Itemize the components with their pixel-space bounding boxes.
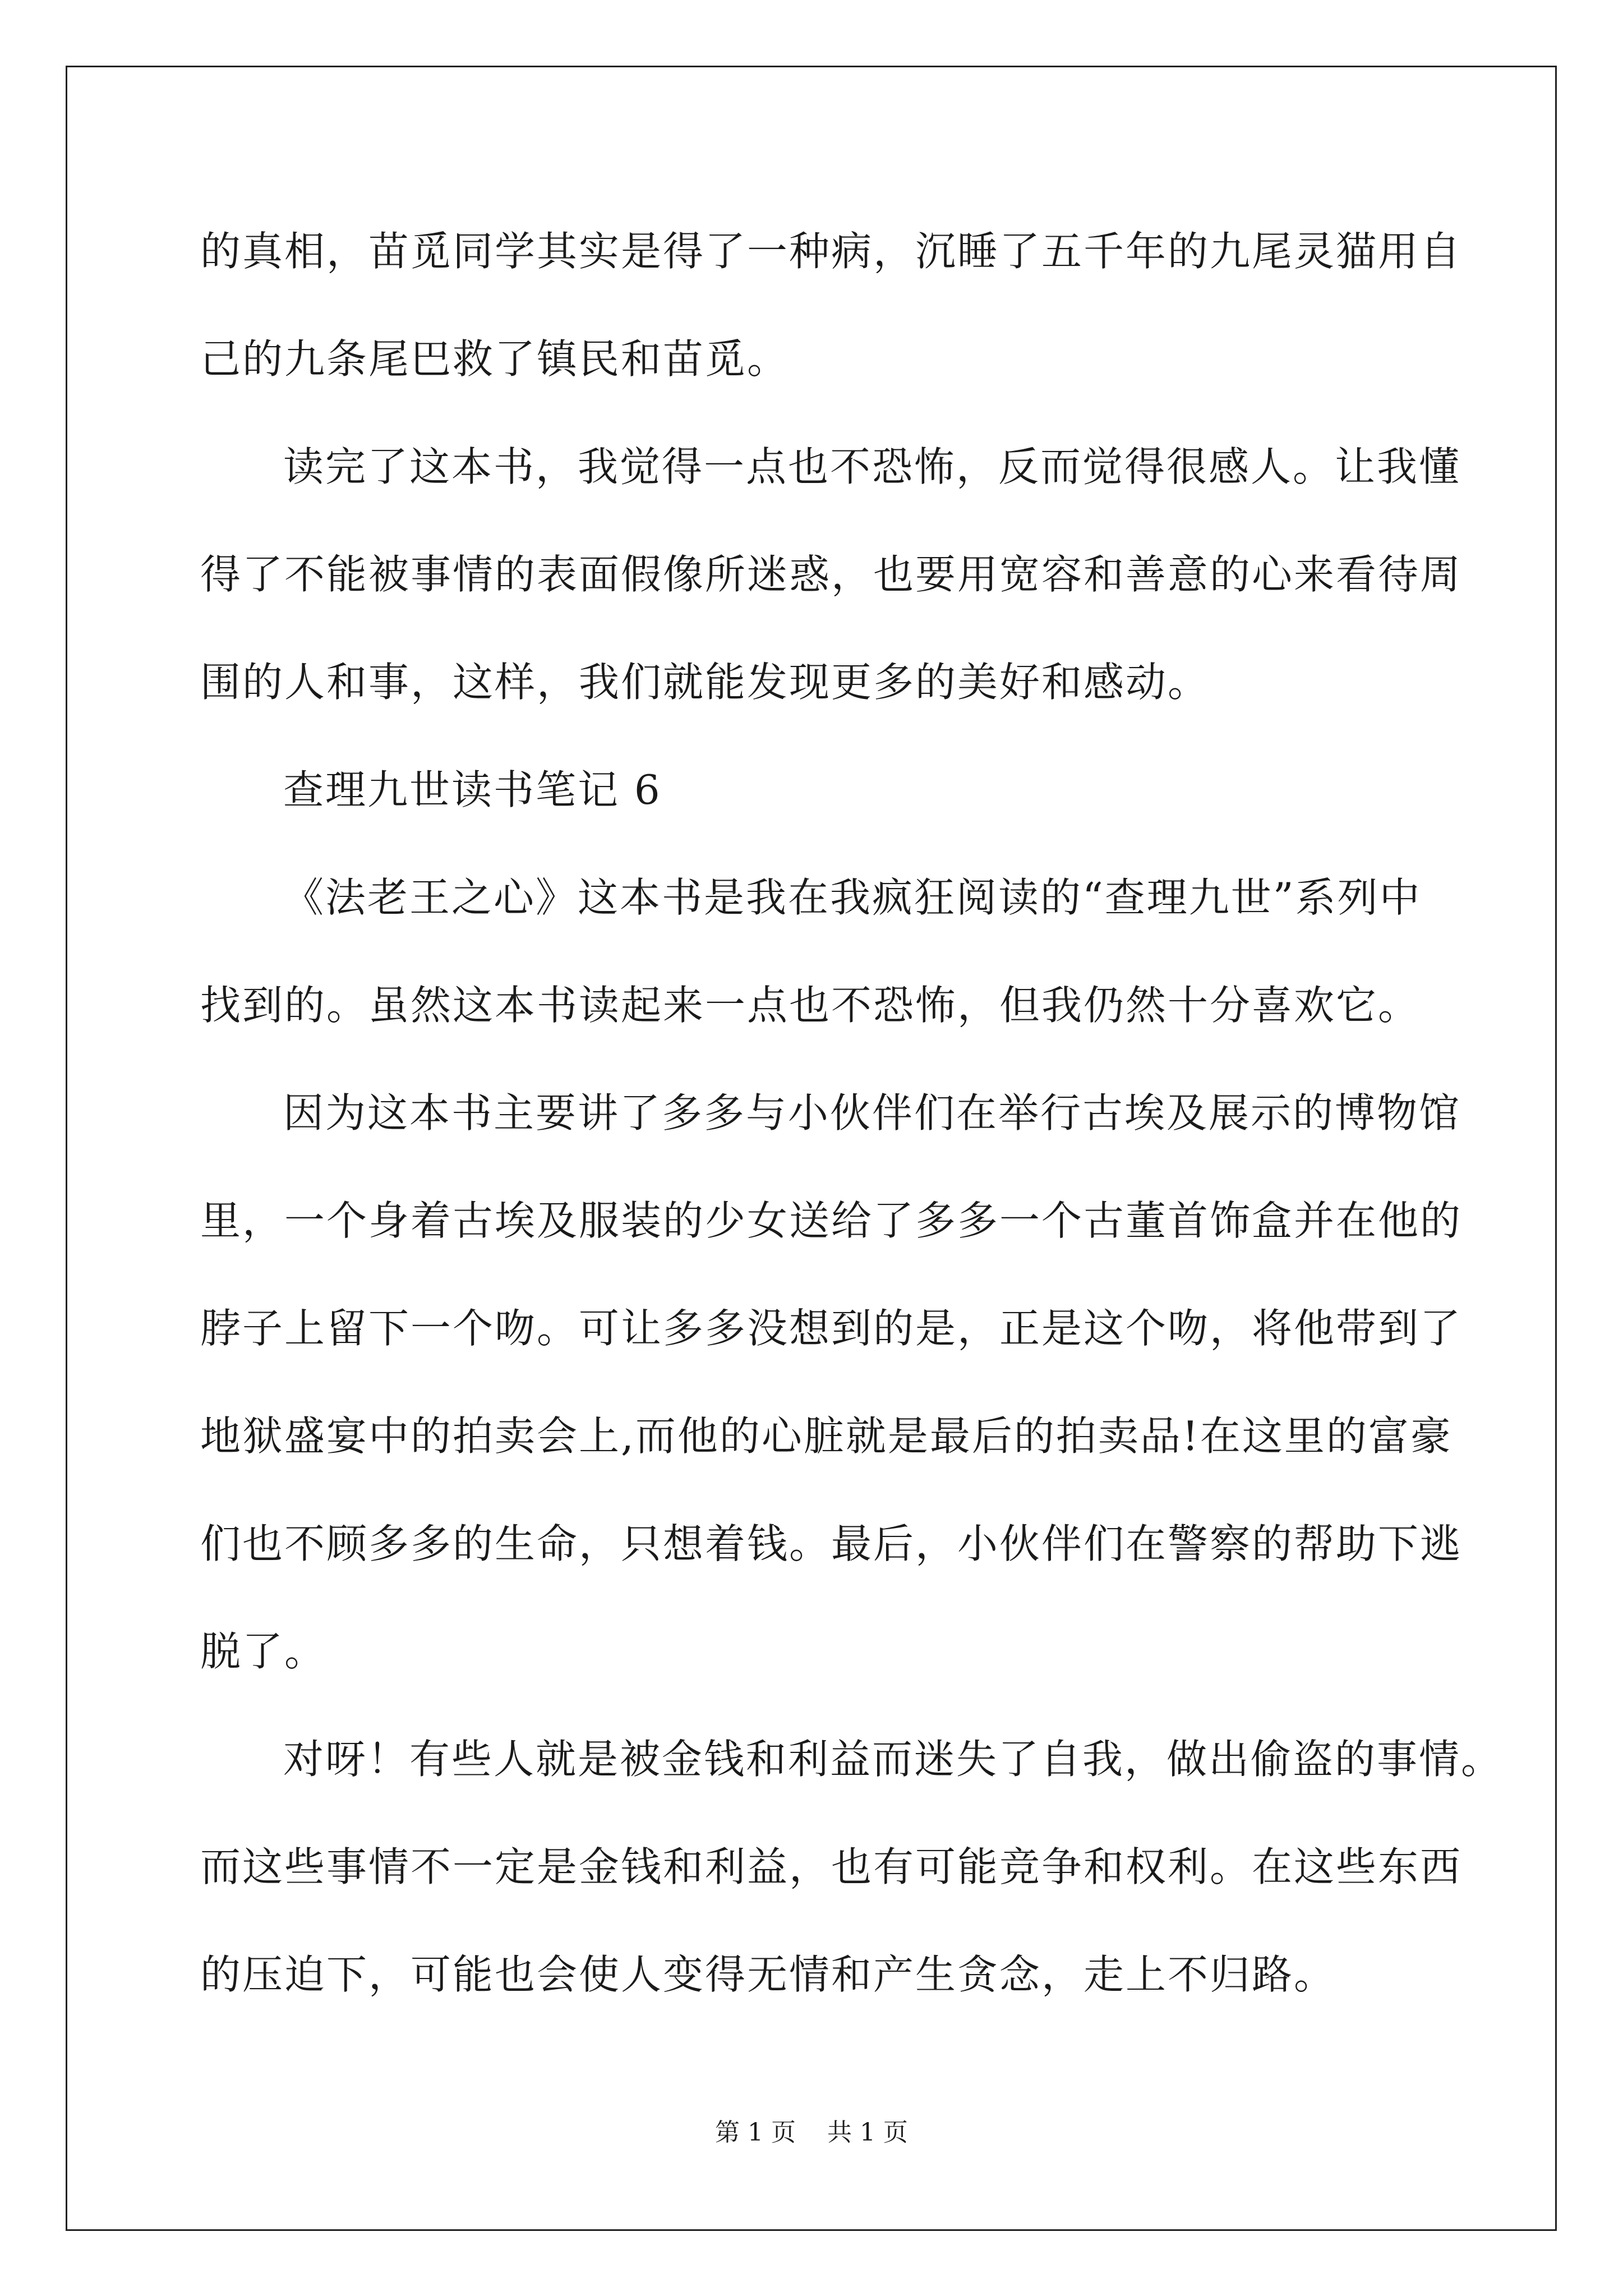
text-line: 脖子上留下一个吻。可让多多没想到的是，正是这个吻，将他带到了: [200, 1305, 1463, 1352]
text-line: 己的九条尾巴救了镇民和苗觅。: [200, 335, 790, 383]
paragraph-start-line: 《法老王之心》这本书是我在我疯狂阅读的“查理九世”系列中: [283, 874, 1422, 921]
text-line: 地狱盛宴中的拍卖会上,而他的心脏就是最后的拍卖品!在这里的富豪: [200, 1412, 1453, 1460]
section-heading: 查理九世读书笔记 6: [283, 766, 662, 813]
text-line: 脱了。: [200, 1628, 327, 1675]
text-line: 围的人和事，这样，我们就能发现更多的美好和感动。: [200, 659, 1210, 706]
text-line: 的压迫下，可能也会使人变得无情和产生贪念，走上不归路。: [200, 1951, 1336, 1998]
text-line: 的真相，苗觅同学其实是得了一种病，沉睡了五千年的九尾灵猫用自: [200, 228, 1463, 275]
paragraph-start-line: 读完了这本书，我觉得一点也不恐怖，反而觉得很感人。让我懂: [283, 443, 1461, 490]
paragraph-start-line: 对呀！有些人就是被金钱和利益而迷失了自我，做出偷盗的事情。: [283, 1736, 1504, 1783]
text-line: 们也不顾多多的生命，只想着钱。最后，小伙伴们在警察的帮助下逃: [200, 1520, 1463, 1567]
text-line: 得了不能被事情的表面假像所迷惑，也要用宽容和善意的心来看待周: [200, 551, 1463, 598]
text-line: 找到的。虽然这本书读起来一点也不恐怖，但我仍然十分喜欢它。: [200, 982, 1421, 1029]
page-border: [66, 66, 1557, 2231]
text-line: 而这些事情不一定是金钱和利益，也有可能竞争和权利。在这些东西: [200, 1843, 1463, 1890]
paragraph-start-line: 因为这本书主要讲了多多与小伙伴们在举行古埃及展示的博物馆: [283, 1089, 1461, 1137]
page-footer: 第 1 页 共 1 页: [715, 2118, 908, 2147]
text-line: 里，一个身着古埃及服装的少女送给了多多一个古董首饰盒并在他的: [200, 1197, 1463, 1244]
